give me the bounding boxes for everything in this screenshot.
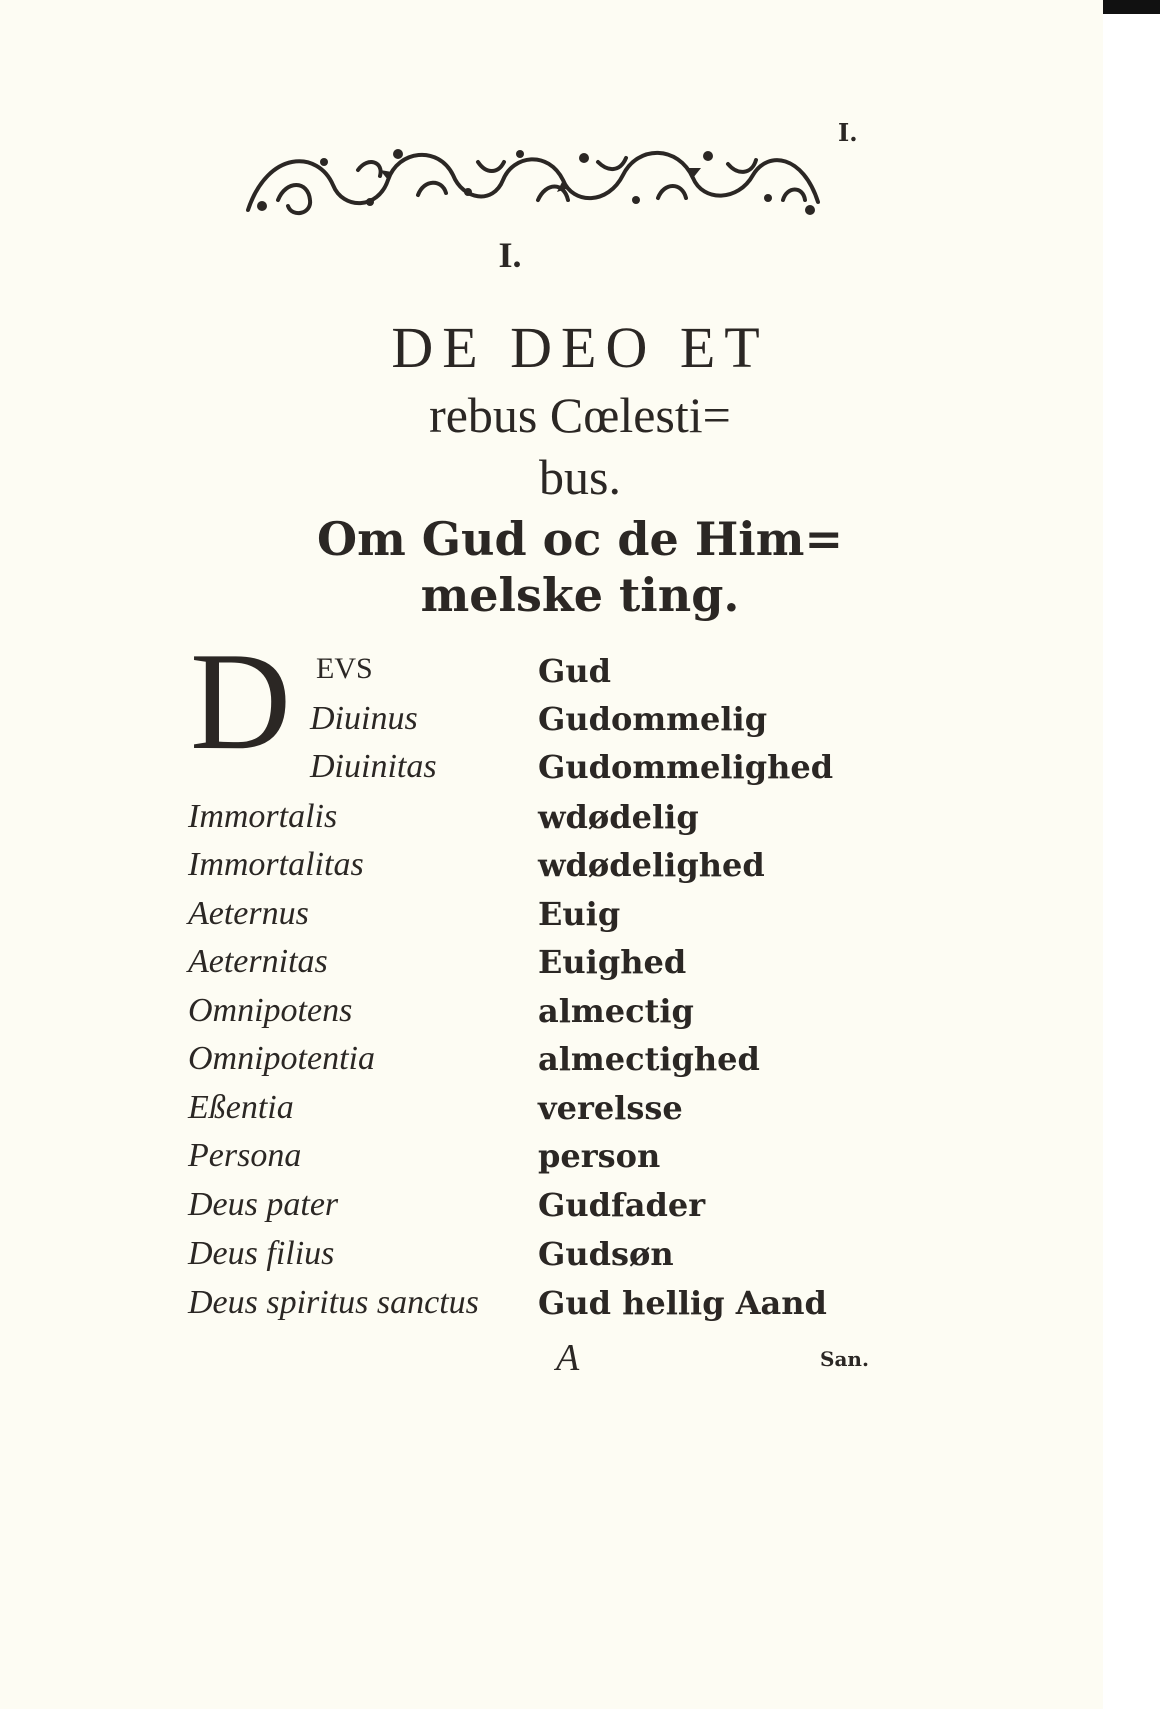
latin-term: Immortalis [188, 798, 338, 835]
latin-term: Aeternitas [188, 943, 328, 980]
latin-term: Persona [188, 1137, 302, 1174]
danish-term: person [538, 1137, 661, 1175]
danish-term: wdødelighed [538, 846, 765, 884]
chapter-number: I. [498, 235, 522, 275]
danish-term: Euighed [538, 943, 687, 981]
danish-term: Gudfader [538, 1186, 706, 1224]
danish-term: Gud hellig Aand [538, 1284, 827, 1322]
danish-term: Gudsøn [538, 1235, 674, 1273]
scan-margin [1103, 0, 1160, 1709]
chapter-title-latin-line-3: bus. [539, 449, 621, 505]
latin-term: Deus pater [188, 1186, 339, 1223]
catchword: San. [820, 1347, 869, 1371]
latin-term: Immortalitas [188, 846, 364, 883]
latin-term: EVS [316, 652, 373, 685]
latin-term: Diuinitas [310, 748, 437, 785]
latin-term: Deus spiritus sanctus [188, 1284, 479, 1321]
drop-cap: D [190, 624, 292, 779]
chapter-title-danish-line-1: Om Gud oc de Him= [317, 512, 843, 566]
danish-term: Gudommelig [538, 700, 768, 738]
ornamental-headpiece [238, 140, 826, 224]
chapter-title-danish-line-2: melske ting. [420, 568, 740, 622]
scan-edge-bar [1103, 0, 1160, 14]
latin-term: Omnipotentia [188, 1040, 375, 1077]
chapter-title-latin-line-1: DE DEO ET [391, 315, 769, 380]
danish-term: Gud [538, 652, 611, 690]
chapter-title-latin-line-2: rebus Cœlesti= [429, 387, 731, 443]
latin-term: Omnipotens [188, 992, 353, 1029]
latin-term: Diuinus [310, 700, 418, 737]
folio-number: I. [838, 118, 858, 147]
danish-term: Gudommelighed [538, 748, 834, 786]
danish-term: verelsse [538, 1089, 683, 1127]
danish-term: almectighed [538, 1040, 760, 1078]
danish-term: almectig [538, 992, 694, 1030]
danish-term: wdødelig [538, 798, 699, 836]
signature-mark: A [556, 1337, 580, 1379]
latin-term: Deus filius [188, 1235, 335, 1272]
danish-term: Euig [538, 895, 621, 933]
latin-term: Aeternus [188, 895, 309, 932]
latin-term: Eßentia [188, 1089, 294, 1126]
